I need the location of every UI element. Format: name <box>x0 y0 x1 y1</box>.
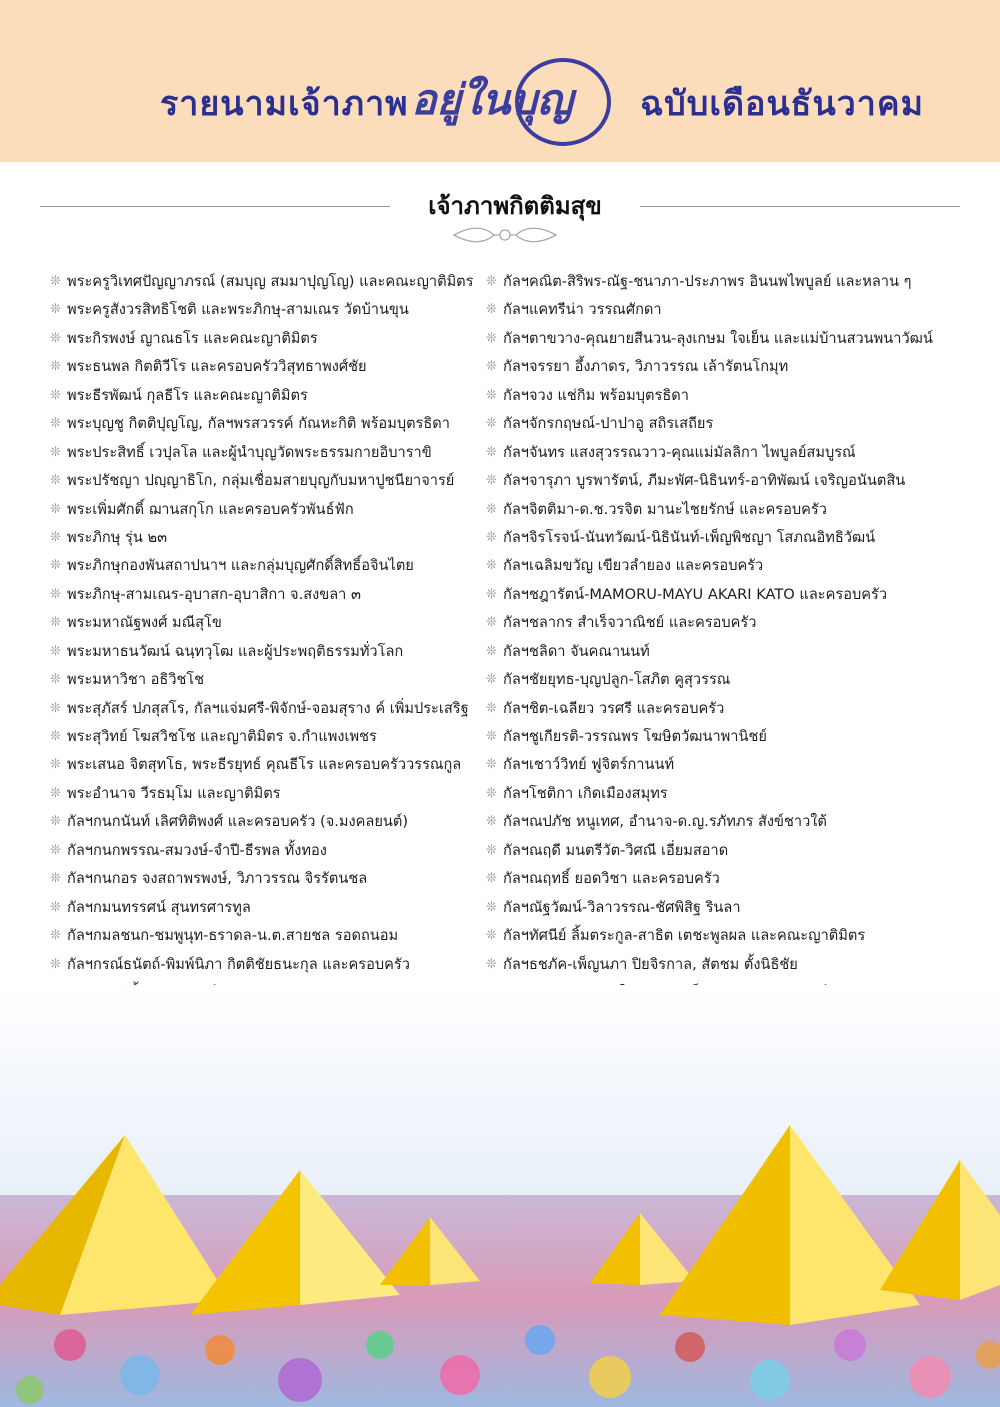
bullet-flower-icon: ❊ <box>486 814 497 830</box>
sponsor-name: พระธีรพัฒน์ กุลธีโร และคณะญาติมิตร <box>67 386 308 404</box>
sponsor-name: กัลฯตาขวาง-คุณยายสีนวน-ลุงเกษม ใจเย็น และแม่บ้านสวนพนาวัฒน์ <box>503 329 933 347</box>
sponsor-entry <box>486 382 961 410</box>
sponsor-entry <box>486 410 961 438</box>
sponsor-entry <box>50 552 490 580</box>
bullet-flower-icon: ❊ <box>486 672 497 688</box>
flourish-ornament-icon <box>450 222 560 248</box>
page-header <box>0 0 1000 162</box>
bullet-flower-icon: ❊ <box>486 700 497 716</box>
bullet-flower-icon: ❊ <box>50 700 61 716</box>
sponsor-entry <box>50 695 490 723</box>
sponsor-name: พระมหาวิชา อธิวิชโช <box>67 671 205 689</box>
sponsor-entry <box>50 382 490 410</box>
sponsor-name: พระมหาณัฐพงศ์ มณีสุโข <box>67 614 222 632</box>
sponsor-entry <box>50 638 490 666</box>
sponsor-entry <box>486 951 961 979</box>
bullet-flower-icon: ❊ <box>486 842 497 858</box>
bullet-flower-icon: ❊ <box>486 729 497 744</box>
sponsor-name: พระภิกษุ รุ่น ๒๓ <box>67 528 168 546</box>
sponsor-name: กัลฯจิตติมา-ด.ช.วรจิต มานะไชยรักษ์ และครอบครัว <box>503 500 827 518</box>
sponsor-name: พระภิกษุ-สามเณร-อุบาสก-อุบาสิกา จ.สงขลา ๓ <box>67 585 361 603</box>
bullet-flower-icon: ❊ <box>486 928 497 944</box>
sponsor-entry <box>486 325 961 353</box>
bullet-flower-icon: ❊ <box>50 729 61 744</box>
sponsor-entry <box>50 581 490 609</box>
bullet-flower-icon: ❊ <box>486 359 497 375</box>
heading-divider-right <box>640 206 960 207</box>
section-heading <box>0 186 1000 226</box>
sponsor-entry <box>50 894 490 922</box>
sponsor-name: กัลฯจวง แช่กิม พร้อมบุตรธิดา <box>503 386 689 404</box>
sponsor-entry <box>50 751 490 779</box>
sponsor-entry <box>50 865 490 893</box>
sponsor-entry <box>50 353 490 381</box>
sponsor-name: พระประสิทธิ์ เวปุลโล และผู้นำบุญวัดพระธรรมกายอิบาราขิ <box>67 443 432 461</box>
logo-lettering: อยู่ในบุญ <box>411 75 573 124</box>
bullet-flower-icon: ❊ <box>486 302 497 318</box>
bullet-flower-icon: ❊ <box>50 757 61 773</box>
sponsor-entry <box>50 524 490 552</box>
bullet-flower-icon: ❊ <box>50 274 61 289</box>
bullet-flower-icon: ❊ <box>486 529 497 545</box>
sponsor-name: กัลฯทัศนีย์ ลิ้มตระกูล-สาธิต เตชะพูลผล และคณะญาติมิตร <box>503 927 866 945</box>
bullet-flower-icon: ❊ <box>486 416 497 432</box>
sponsor-name: กัลฯชลิดา จันคณานนท์ <box>503 642 650 660</box>
sponsor-entry <box>486 837 961 865</box>
sponsor-entry <box>50 922 490 950</box>
sponsor-name: กัลฯโชติกา เกิดเมืองสมุทร <box>503 784 668 802</box>
sponsor-entry <box>50 325 490 353</box>
sponsor-name: พระสุภัสร์ ปภสุสโร, กัลฯแจ่มศรี-พิจักษ์-จอมสุราง ค์ เพิ่มประเสริฐ <box>67 699 469 717</box>
sponsor-name: กัลฯกนกพรรณ-สมวงษ์-จำปี-ธีรพล ทั้งทอง <box>67 841 327 859</box>
bullet-flower-icon: ❊ <box>50 387 61 403</box>
bullet-flower-icon: ❊ <box>50 814 61 830</box>
bullet-flower-icon: ❊ <box>50 473 61 489</box>
sponsor-name: กัลฯชัยยุทธ-บุญปลูก-โสภิต คูสุวรรณ <box>503 671 731 689</box>
bullet-flower-icon: ❊ <box>486 274 497 289</box>
sponsor-name: กัลฯธชภัค-เพ็ญนภา ปิยจิรกาล, สัตชม ตั้งนิธิชัย <box>503 955 798 973</box>
sponsor-entry <box>486 695 961 723</box>
bullet-flower-icon: ❊ <box>50 643 61 659</box>
bullet-flower-icon: ❊ <box>50 956 61 972</box>
sponsor-entry <box>486 268 961 296</box>
sponsor-entry <box>50 467 490 495</box>
bullet-flower-icon: ❊ <box>486 444 497 460</box>
sponsor-entry <box>486 353 961 381</box>
bullet-flower-icon: ❊ <box>486 558 497 574</box>
bullet-flower-icon: ❊ <box>50 444 61 460</box>
sponsor-entry <box>486 439 961 467</box>
bullet-flower-icon: ❊ <box>50 359 61 375</box>
sponsor-name: พระครูวิเทศปัญญาภรณ์ (สมบุญ สมมาปุญโญ) และคณะญาติมิตร <box>67 273 474 290</box>
sponsor-name: พระอำนาจ วีรธมฺโม และญาติมิตร <box>67 784 281 802</box>
bullet-flower-icon: ❊ <box>486 785 497 801</box>
sponsor-name: พระกิรพงษ์ ญาณธโร และคณะญาติมิตร <box>67 329 318 347</box>
bullet-flower-icon: ❊ <box>50 928 61 944</box>
sponsor-entry <box>50 780 490 808</box>
sponsor-entry <box>486 922 961 950</box>
bullet-flower-icon: ❊ <box>50 302 61 318</box>
sponsor-entry <box>486 524 961 552</box>
sponsor-name: พระครูสังวรสิทธิโชติ และพระภิกษุ-สามเณร วัดบ้านขุน <box>67 301 409 319</box>
sponsor-name: กัลฯแคทรีน่า วรรณศักดา <box>503 301 662 319</box>
sponsor-name: กัลฯกมนทรรศน์ สุนทรศารทูล <box>67 898 251 916</box>
sponsor-name: กัลฯชิต-เฉลียว วรศรี และครอบครัว <box>503 699 725 717</box>
bullet-flower-icon: ❊ <box>486 643 497 659</box>
bullet-flower-icon: ❊ <box>486 871 497 887</box>
sponsor-name: พระมหาธนวัฒน์ ฉนฺทวุโฒ และผู้ประพฤติธรรมทั่วโลก <box>67 642 404 660</box>
bullet-flower-icon: ❊ <box>486 330 497 346</box>
sponsor-entry <box>486 638 961 666</box>
section-title: เจ้าภาพกิตติมสุข <box>428 192 602 220</box>
header-left-title: รายนามเจ้าภาพ <box>160 84 409 124</box>
sponsor-name: พระบุญชู กิตติปุญโญ, กัลฯพรสวรรค์ กัณหะกิติ พร้อมบุตรธิดา <box>67 415 450 433</box>
sponsor-name: กัลฯกนกอร จงสถาพรพงษ์, วิภาวรรณ จิรรัตนชล <box>67 870 368 888</box>
sponsor-name: กัลฯณปภัช หนูเทศ, อำนาจ-ด.ญ.รภัทภร สังข์ชาวใต้ <box>503 813 827 831</box>
sponsor-name: พระสุวิทย์ โฆสวิชโช และญาติมิตร จ.กำแพงเพชร <box>67 728 377 745</box>
heading-divider-left <box>40 206 390 207</box>
sponsor-entry <box>486 496 961 524</box>
sponsor-entry <box>50 808 490 836</box>
sponsor-name: กัลฯกนกนันท์ เลิศทิติพงศ์ และครอบครัว (จ.มงคลยนต์) <box>67 813 409 831</box>
bullet-flower-icon: ❊ <box>486 387 497 403</box>
bullet-flower-icon: ❊ <box>50 785 61 801</box>
sponsor-name: พระเพิ่มศักดิ์ ฌานสกุโก และครอบครัวพันธ์ฟัก <box>67 500 354 518</box>
sponsor-name: กัลฯชลากร สำเร็จวาณิชย์ และครอบครัว <box>503 614 757 632</box>
sponsor-entry <box>50 410 490 438</box>
sponsor-name: กัลฯณัฐวัฒน์-วิลาวรรณ-ชัศพิสิฐ รินลา <box>503 898 741 916</box>
sponsor-entry <box>486 780 961 808</box>
sponsor-name: กัลฯคณิต-สิริพร-ณัฐ-ชนาภา-ประภาพร อินนพไพบูลย์ และหลาน ๆ <box>503 273 912 290</box>
sponsor-name: กัลฯเฉลิมขวัญ เขียวลำยอง และครอบครัว <box>503 557 764 575</box>
sponsor-name: กัลฯชฎารัตน์-MAMORU-MAYU AKARI KATO และครอบครัว <box>503 585 888 603</box>
sponsor-name: พระภิกษุกองพันสถาปนาฯ และกลุ่มบุญศักดิ์สิทธิ์อจินไตย <box>67 557 414 575</box>
bullet-flower-icon: ❊ <box>50 871 61 887</box>
bullet-flower-icon: ❊ <box>50 558 61 574</box>
sponsor-entry <box>50 609 490 637</box>
bullet-flower-icon: ❊ <box>50 501 61 517</box>
bullet-flower-icon: ❊ <box>486 501 497 517</box>
sponsor-name: กัลฯจารุภา บูรพารัตน์, ภีมะพัศ-นิธินทร์-อาทิพัฒน์ เจริญอนันตสิน <box>503 472 906 490</box>
sponsor-name: กัลฯณฤทธิ์ ยอดวิชา และครอบครัว <box>503 870 720 888</box>
pyramids-gem-field-illustration <box>0 985 1000 1407</box>
bullet-flower-icon: ❊ <box>50 529 61 545</box>
sponsor-entry <box>486 723 961 751</box>
sponsor-name: พระปรัชญา ปญฺญาธิโก, กลุ่มเชื่อมสายบุญกับมหาปูชนียาจารย์ <box>67 472 455 490</box>
sponsor-name: กัลฯจรรยา อึ้งภาดร, วิภาวรรณ เล้ารัตนโกมุท <box>503 358 789 376</box>
bullet-flower-icon: ❊ <box>486 757 497 773</box>
sponsor-entry <box>50 723 490 751</box>
sponsor-name: กัลฯณฤดี มนตรีวัต-วิศณี เอี่ยมสอาด <box>503 841 729 859</box>
sponsor-name: กัลฯจิรโรจน์-นันทวัฒน์-นิธินันท์-เพ็ญพิชญา โสภณอิทธิวัฒน์ <box>503 528 876 546</box>
bullet-flower-icon: ❊ <box>50 842 61 858</box>
bullet-flower-icon: ❊ <box>50 615 61 631</box>
sponsor-entry <box>50 951 490 979</box>
bullet-flower-icon: ❊ <box>50 672 61 688</box>
sponsor-entry <box>50 666 490 694</box>
bullet-flower-icon: ❊ <box>50 416 61 432</box>
bullet-flower-icon: ❊ <box>50 586 61 602</box>
sponsor-name: กัลฯจันทร แสงสุวรรณวาว-คุณแม่มัลลิกา ไพบูลย์สมบูรณ์ <box>503 443 856 461</box>
sponsor-entry <box>486 296 961 324</box>
bullet-flower-icon: ❊ <box>486 615 497 631</box>
sponsor-name: กัลฯกมลชนก-ชมพูนุท-ธราดล-น.ต.สายชล รอดถนอม <box>67 927 399 945</box>
sponsor-entry <box>486 894 961 922</box>
sponsor-name: กัลฯเชาว์วิทย์ ฟูจิตร์กานนท์ <box>503 756 675 774</box>
sponsor-entry <box>486 751 961 779</box>
sponsor-entry <box>50 439 490 467</box>
sponsor-entry <box>50 268 490 296</box>
header-right-title: ฉบับเดือนธันวาคม <box>640 84 925 124</box>
sponsor-name: กัลฯจักรกฤษณ์-ปาปาอู สถิรเสถียร <box>503 415 714 433</box>
bullet-flower-icon: ❊ <box>486 956 497 972</box>
sponsor-entry <box>50 496 490 524</box>
sponsor-entry <box>486 808 961 836</box>
sponsor-name: พระธนพล กิตติวีโร และครอบครัววิสุทธาพงศ์ชัย <box>67 358 367 376</box>
bullet-flower-icon: ❊ <box>50 899 61 915</box>
sponsor-entry <box>50 296 490 324</box>
sponsor-entry <box>486 552 961 580</box>
bullet-flower-icon: ❊ <box>486 899 497 915</box>
sponsor-entry <box>486 467 961 495</box>
magazine-logo <box>392 50 632 150</box>
sponsor-name: กัลฯชูเกียรติ-วรรณพร โฆษิตวัฒนาพานิชย์ <box>503 728 767 745</box>
sponsor-entry <box>486 865 961 893</box>
sponsor-entry <box>486 581 961 609</box>
bullet-flower-icon: ❊ <box>486 586 497 602</box>
bullet-flower-icon: ❊ <box>50 330 61 346</box>
sponsor-name: พระเสนอ จิตสุทโธ, พระธีรยุทธ์ คุณธีโร และครอบครัววรรณกูล <box>67 756 462 774</box>
sponsor-entry <box>50 837 490 865</box>
sponsor-entry <box>486 666 961 694</box>
sponsor-name: กัลฯกรณ์ธนัตถ์-พิมพ์นิภา กิตติชัยธนะกุล และครอบครัว <box>67 955 410 973</box>
sponsor-entry <box>486 609 961 637</box>
bullet-flower-icon: ❊ <box>486 473 497 489</box>
